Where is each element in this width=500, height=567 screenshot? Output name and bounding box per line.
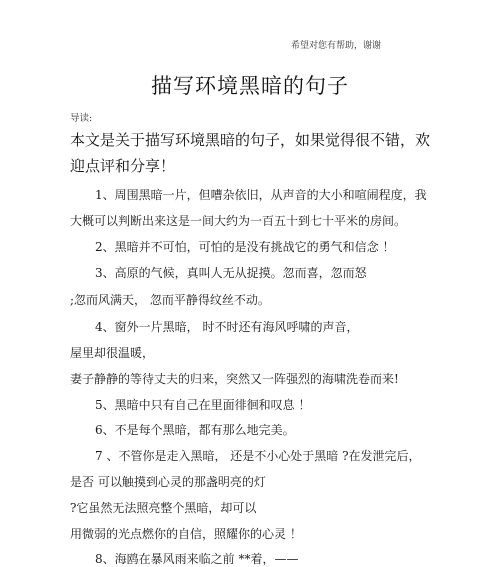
text-line: 用微弱的光点燃你的自信，照耀你的心灵 ！: [70, 527, 302, 541]
page-title: 描写环境黑暗的句子: [151, 74, 349, 98]
text-line: 8、海鸥在暴风雨来临之前 **着，——: [95, 552, 299, 566]
text-line: 2、黑暗并不可怕，可怕的是没有挑战它的勇气和信念 ！: [95, 240, 395, 254]
intro-paragraph: 本文是关于描写环境黑暗的句子，如果觉得很不错，欢迎点评和分享！: [70, 131, 431, 175]
text-line: 1、周围黑暗一片，但嘈杂依旧，从声音的大小和喧闹程度，我: [95, 188, 427, 202]
text-line: 4、窗外一片黑暗， 时不时还有海风呼啸的声音，: [95, 320, 359, 334]
text-line: 是否 可以触摸到心灵的那盏明亮的灯: [70, 475, 266, 489]
text-line: ?它虽然无法照亮整个黑暗，却可以: [70, 501, 257, 515]
text-line: 大概可以判断出来这是一间大约为一百五十到七十平米的房间。: [70, 214, 407, 228]
text-line: 3、高原的气候，真叫人无从捉摸。忽而喜，忽而怒: [95, 266, 367, 280]
text-line: 6、不是每个黑暗，都有那么地完美。: [95, 423, 295, 437]
guide-label: 导读:: [70, 113, 93, 124]
text-line: 7 、不管你是走入黑暗， 还是不小心处于黑暗 ?在发泄完后，: [95, 449, 421, 463]
text-line: 屋里却很温暖，: [70, 346, 155, 360]
text-line: ;忽而风满天， 忽而平静得纹丝不动。: [70, 293, 270, 307]
header-note: 希望对您有帮助，谢谢: [291, 41, 382, 51]
text-line: 5、黑暗中只有自己在里面徘徊和叹息 ！: [95, 398, 311, 412]
text-line: 妻子静静的等待丈夫的归来，突然又一阵强烈的海啸洗卷而来!: [70, 372, 399, 386]
